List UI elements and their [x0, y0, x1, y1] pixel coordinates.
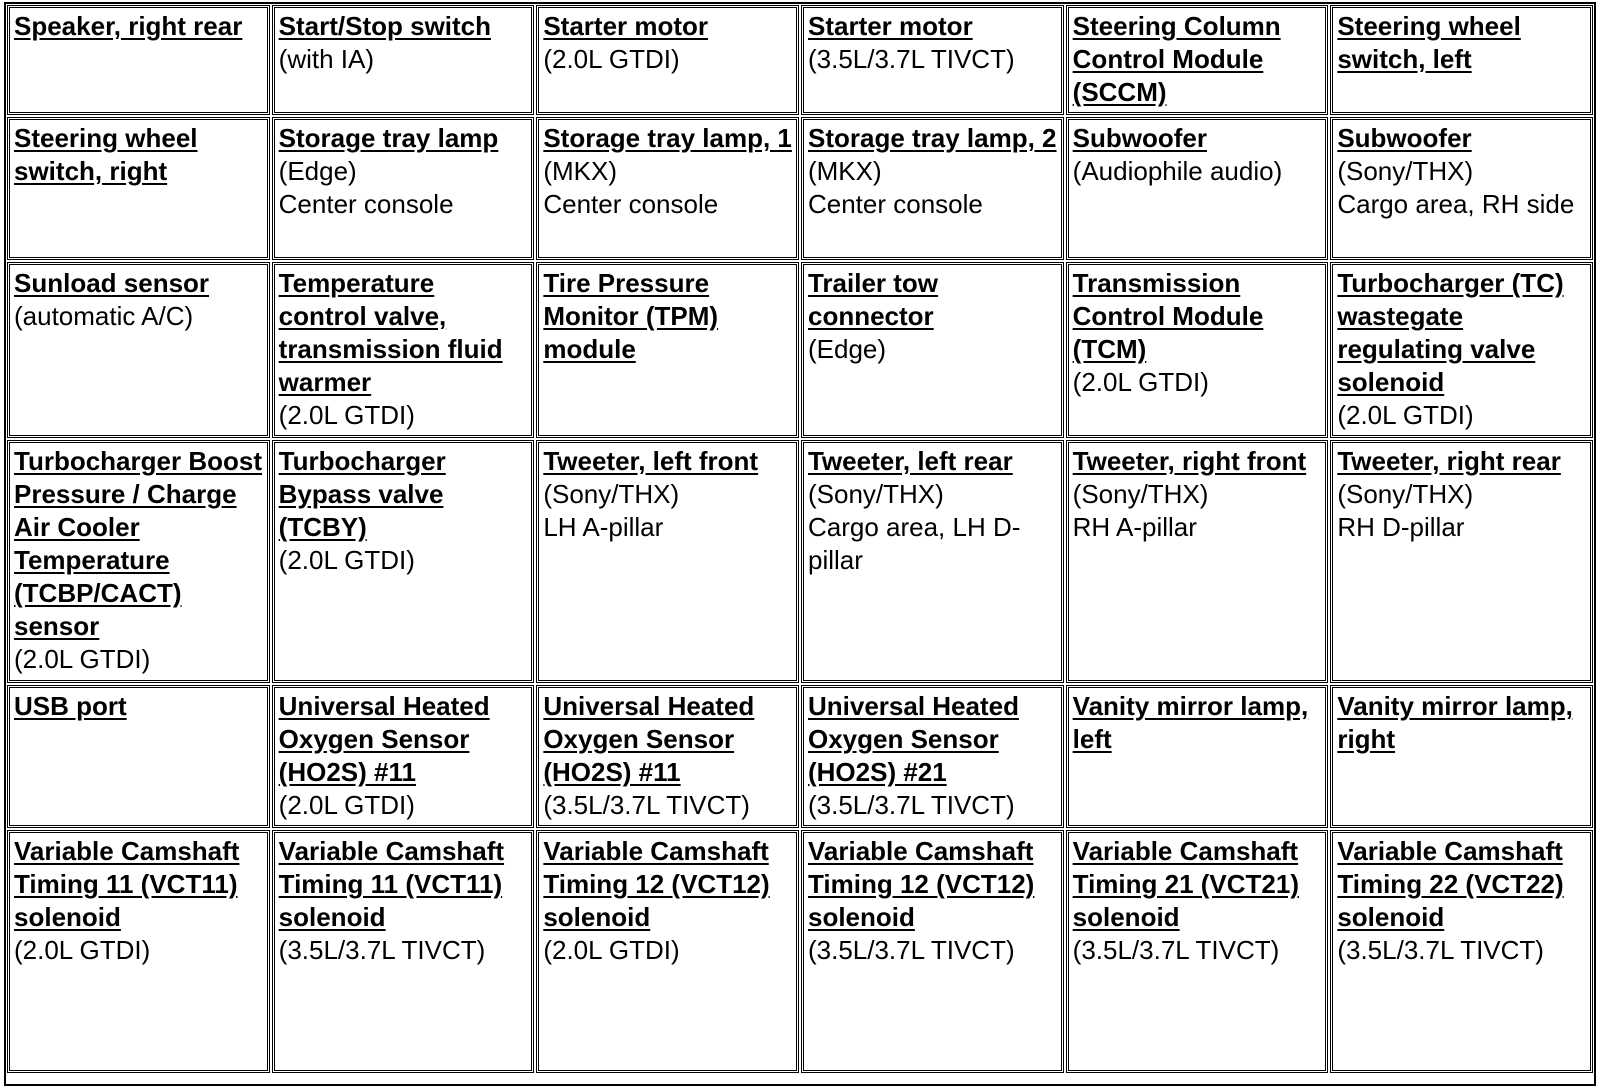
table-cell — [272, 5, 535, 115]
component-location-table — [4, 2, 1596, 1086]
table-cell — [272, 830, 535, 1073]
component-name-link[interactable]: Starter motor — [543, 11, 709, 41]
component-name-link[interactable]: Turbocharger Bypass valve (TCBY) — [278, 446, 446, 542]
component-name-link[interactable]: Variable Camshaft Timing 21 (VCT21) solenoid — [1072, 836, 1300, 932]
component-name-link[interactable]: Sunload sensor — [14, 268, 210, 298]
component-detail: (3.5L/3.7L TIVCT) — [543, 790, 750, 820]
component-detail: Center console — [543, 189, 719, 219]
component-detail: RH D-pillar — [1337, 512, 1465, 542]
component-name-link[interactable]: Steering wheel switch, right — [14, 123, 198, 186]
component-detail: (automatic A/C) — [14, 301, 194, 331]
component-detail: (2.0L GTDI) — [14, 935, 151, 965]
component-detail: (Sony/THX) — [807, 479, 944, 509]
table-cell — [7, 5, 270, 115]
table-cell — [1066, 830, 1329, 1073]
table-cell — [272, 117, 535, 260]
table-cell — [1066, 440, 1329, 683]
component-detail: (2.0L GTDI) — [14, 644, 151, 674]
component-detail: (MKX) — [807, 156, 882, 186]
component-detail: (3.5L/3.7L TIVCT) — [807, 790, 1015, 820]
table-cell — [536, 685, 799, 828]
table-cell — [801, 117, 1064, 260]
component-name-link[interactable]: Steering Column Control Module (SCCM) — [1072, 11, 1281, 107]
table-cell — [1066, 5, 1329, 115]
component-detail: (Sony/THX) — [1072, 479, 1209, 509]
table-cell — [1330, 830, 1593, 1073]
table-cell — [7, 685, 270, 828]
component-name-link[interactable]: Tweeter, right rear — [1337, 446, 1561, 476]
component-name-link[interactable]: Starter motor — [807, 11, 973, 41]
component-name-link[interactable]: Trailer tow connector — [807, 268, 939, 331]
component-name-link[interactable]: Vanity mirror lamp, left — [1072, 691, 1309, 754]
component-name-link[interactable]: Variable Camshaft Timing 12 (VCT12) solenoid — [543, 836, 770, 932]
component-name-link[interactable]: Tire Pressure Monitor (TPM) module — [543, 268, 719, 364]
component-detail: LH A-pillar — [543, 512, 664, 542]
component-detail: (2.0L GTDI) — [278, 790, 415, 820]
component-name-link[interactable]: Storage tray lamp, 2 — [807, 123, 1057, 153]
component-name-link[interactable]: Tweeter, left rear — [807, 446, 1013, 476]
component-name-link[interactable]: Subwoofer — [1072, 123, 1207, 153]
table-cell — [536, 440, 799, 683]
component-detail: (3.5L/3.7L TIVCT) — [807, 44, 1015, 74]
component-detail: (Sony/THX) — [543, 479, 680, 509]
component-name-link[interactable]: Speaker, right rear — [14, 11, 243, 41]
table-cell — [1330, 117, 1593, 260]
component-name-link[interactable]: USB port — [14, 691, 127, 721]
component-detail: Center console — [278, 189, 454, 219]
component-detail: (Edge) — [278, 156, 357, 186]
component-detail: (2.0L GTDI) — [543, 935, 680, 965]
component-detail: (Audiophile audio) — [1072, 156, 1283, 186]
component-detail: (3.5L/3.7L TIVCT) — [807, 935, 1015, 965]
component-name-link[interactable]: Vanity mirror lamp, right — [1337, 691, 1573, 754]
component-detail: (with IA) — [278, 44, 374, 74]
table-cell — [7, 830, 270, 1073]
component-detail: (3.5L/3.7L TIVCT) — [278, 935, 486, 965]
component-name-link[interactable]: Variable Camshaft Timing 22 (VCT22) solenoid — [1337, 836, 1564, 932]
table-cell — [1330, 440, 1593, 683]
component-detail: Cargo area, RH side — [1337, 189, 1575, 219]
component-name-link[interactable]: Universal Heated Oxygen Sensor (HO2S) #21 — [807, 691, 1019, 787]
table-cell — [801, 5, 1064, 115]
table-cell — [801, 830, 1064, 1073]
component-name-link[interactable]: Universal Heated Oxygen Sensor (HO2S) #11 — [278, 691, 490, 787]
component-name-link[interactable]: Steering wheel switch, left — [1337, 11, 1521, 74]
table-cell — [1330, 685, 1593, 828]
component-detail: (3.5L/3.7L TIVCT) — [1072, 935, 1280, 965]
component-detail: (3.5L/3.7L TIVCT) — [1337, 935, 1544, 965]
table-cell — [272, 440, 535, 683]
component-detail: (Sony/THX) — [1337, 479, 1474, 509]
component-name-link[interactable]: Tweeter, right front — [1072, 446, 1307, 476]
table-cell — [272, 262, 535, 438]
table-cell — [536, 5, 799, 115]
component-name-link[interactable]: Start/Stop switch — [278, 11, 492, 41]
table-cell — [7, 117, 270, 260]
component-detail: Cargo area, LH D-pillar — [807, 512, 1021, 575]
table-cell — [272, 685, 535, 828]
component-detail: (MKX) — [543, 156, 617, 186]
component-name-link[interactable]: Variable Camshaft Timing 12 (VCT12) solenoid — [807, 836, 1035, 932]
component-name-link[interactable]: Tweeter, left front — [543, 446, 759, 476]
table-cell — [801, 440, 1064, 683]
component-name-link[interactable]: Transmission Control Module (TCM) — [1072, 268, 1264, 364]
component-name-link[interactable]: Storage tray lamp, 1 — [543, 123, 792, 153]
table-cell — [801, 685, 1064, 828]
table-cell — [1330, 262, 1593, 438]
component-detail: (2.0L GTDI) — [278, 400, 415, 430]
table-cell — [536, 117, 799, 260]
component-name-link[interactable]: Temperature control valve, transmission fluid warmer — [278, 268, 503, 397]
component-name-link[interactable]: Storage tray lamp — [278, 123, 499, 153]
table-cell — [7, 262, 270, 438]
table-cell — [7, 440, 270, 683]
table-cell — [1066, 262, 1329, 438]
table-cell — [1066, 117, 1329, 260]
table-cell — [1330, 5, 1593, 115]
component-detail: RH A-pillar — [1072, 512, 1197, 542]
component-detail: Center console — [807, 189, 983, 219]
component-name-link[interactable]: Turbocharger Boost Pressure / Charge Air Cooler Temperature (TCBP/CACT) sensor — [14, 446, 262, 641]
table-cell — [536, 262, 799, 438]
table-cell — [801, 262, 1064, 438]
component-name-link[interactable]: Turbocharger (TC) wastegate regulating valve solenoid — [1337, 268, 1564, 397]
component-detail: (2.0L GTDI) — [278, 545, 415, 575]
component-name-link[interactable]: Subwoofer — [1337, 123, 1472, 153]
component-detail: (Edge) — [807, 334, 887, 364]
component-detail: (2.0L GTDI) — [1072, 367, 1209, 397]
component-detail: (2.0L GTDI) — [1337, 400, 1474, 430]
table-cell — [536, 830, 799, 1073]
component-name-link[interactable]: Variable Camshaft Timing 11 (VCT11) solenoid — [278, 836, 505, 932]
table-cell — [1066, 685, 1329, 828]
component-detail: (Sony/THX) — [1337, 156, 1474, 186]
component-detail: (2.0L GTDI) — [543, 44, 680, 74]
component-name-link[interactable]: Universal Heated Oxygen Sensor (HO2S) #11 — [543, 691, 755, 787]
component-name-link[interactable]: Variable Camshaft Timing 11 (VCT11) solenoid — [14, 836, 240, 932]
